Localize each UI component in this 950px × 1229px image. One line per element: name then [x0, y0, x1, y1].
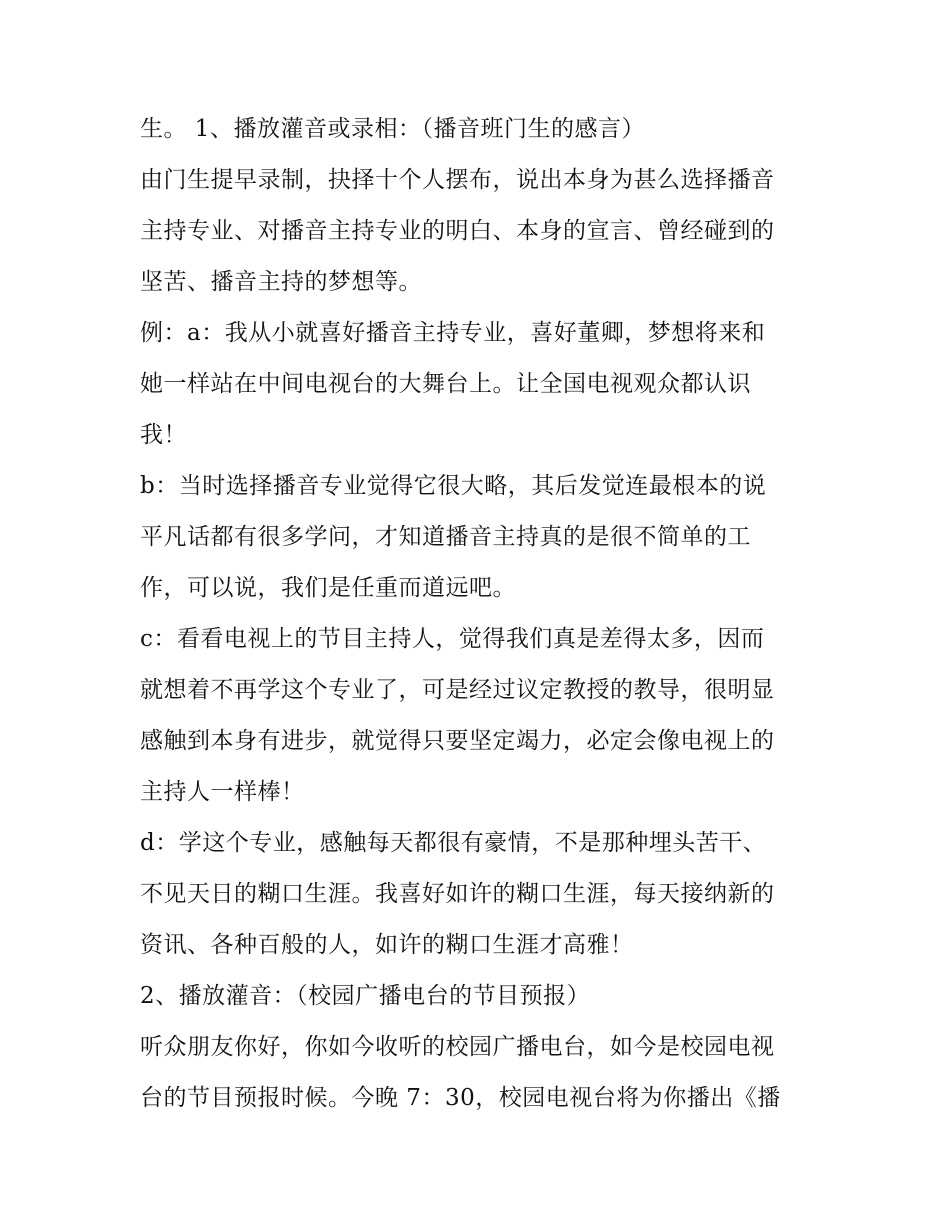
- text-line: 台的节目预报时候。今晚 7：30，校园电视台将为你播出《播: [140, 1085, 781, 1111]
- text-line: 资讯、各种百般的人，如许的糊口生涯才高雅！: [140, 932, 634, 958]
- text-line: 平凡话都有很多学问，才知道播音主持真的是很不简单的工: [140, 524, 751, 550]
- text-line: 由门生提早录制，抉择十个人摆布，说出本身为甚么选择播音: [140, 167, 775, 193]
- text-line: b：当时选择播音专业觉得它很大略，其后发觉连最根本的说: [140, 473, 767, 499]
- text-line: 作，可以说，我们是任重而道远吧。: [140, 575, 516, 601]
- text-line: 2、播放灌音：（校园广播电台的节目预报）: [140, 983, 591, 1009]
- text-line: 听众朋友你好，你如今收听的校园广播电台，如今是校园电视: [140, 1034, 775, 1060]
- text-line: 主持人一样棒！: [140, 779, 305, 805]
- text-line: 生。 1、播放灌音或录相：（播音班门生的感言）: [140, 116, 645, 142]
- text-line: d：学这个专业，感触每天都很有豪情，不是那种埋头苦干、: [140, 830, 767, 856]
- text-line: 例：a：我从小就喜好播音主持专业，喜好董卿，梦想将来和: [140, 320, 766, 346]
- text-line: 不见天日的糊口生涯。我喜好如许的糊口生涯，每天接纳新的: [140, 881, 775, 907]
- text-line: 坚苦、播音主持的梦想等。: [140, 269, 422, 295]
- document-body: [140, 104, 820, 1124]
- text-line: 我！: [140, 422, 187, 448]
- text-line: 感触到本身有进步，就觉得只要坚定竭力，必定会像电视上的: [140, 728, 775, 754]
- text-line: c：看看电视上的节目主持人，觉得我们真是差得太多，因而: [140, 626, 765, 652]
- text-line: 她一样站在中间电视台的大舞台上。让全国电视观众都认识: [140, 371, 751, 397]
- text-line: 就想着不再学这个专业了，可是经过议定教授的教导，很明显: [140, 677, 775, 703]
- text-line: 主持专业、对播音主持专业的明白、本身的宣言、曾经碰到的: [140, 218, 775, 244]
